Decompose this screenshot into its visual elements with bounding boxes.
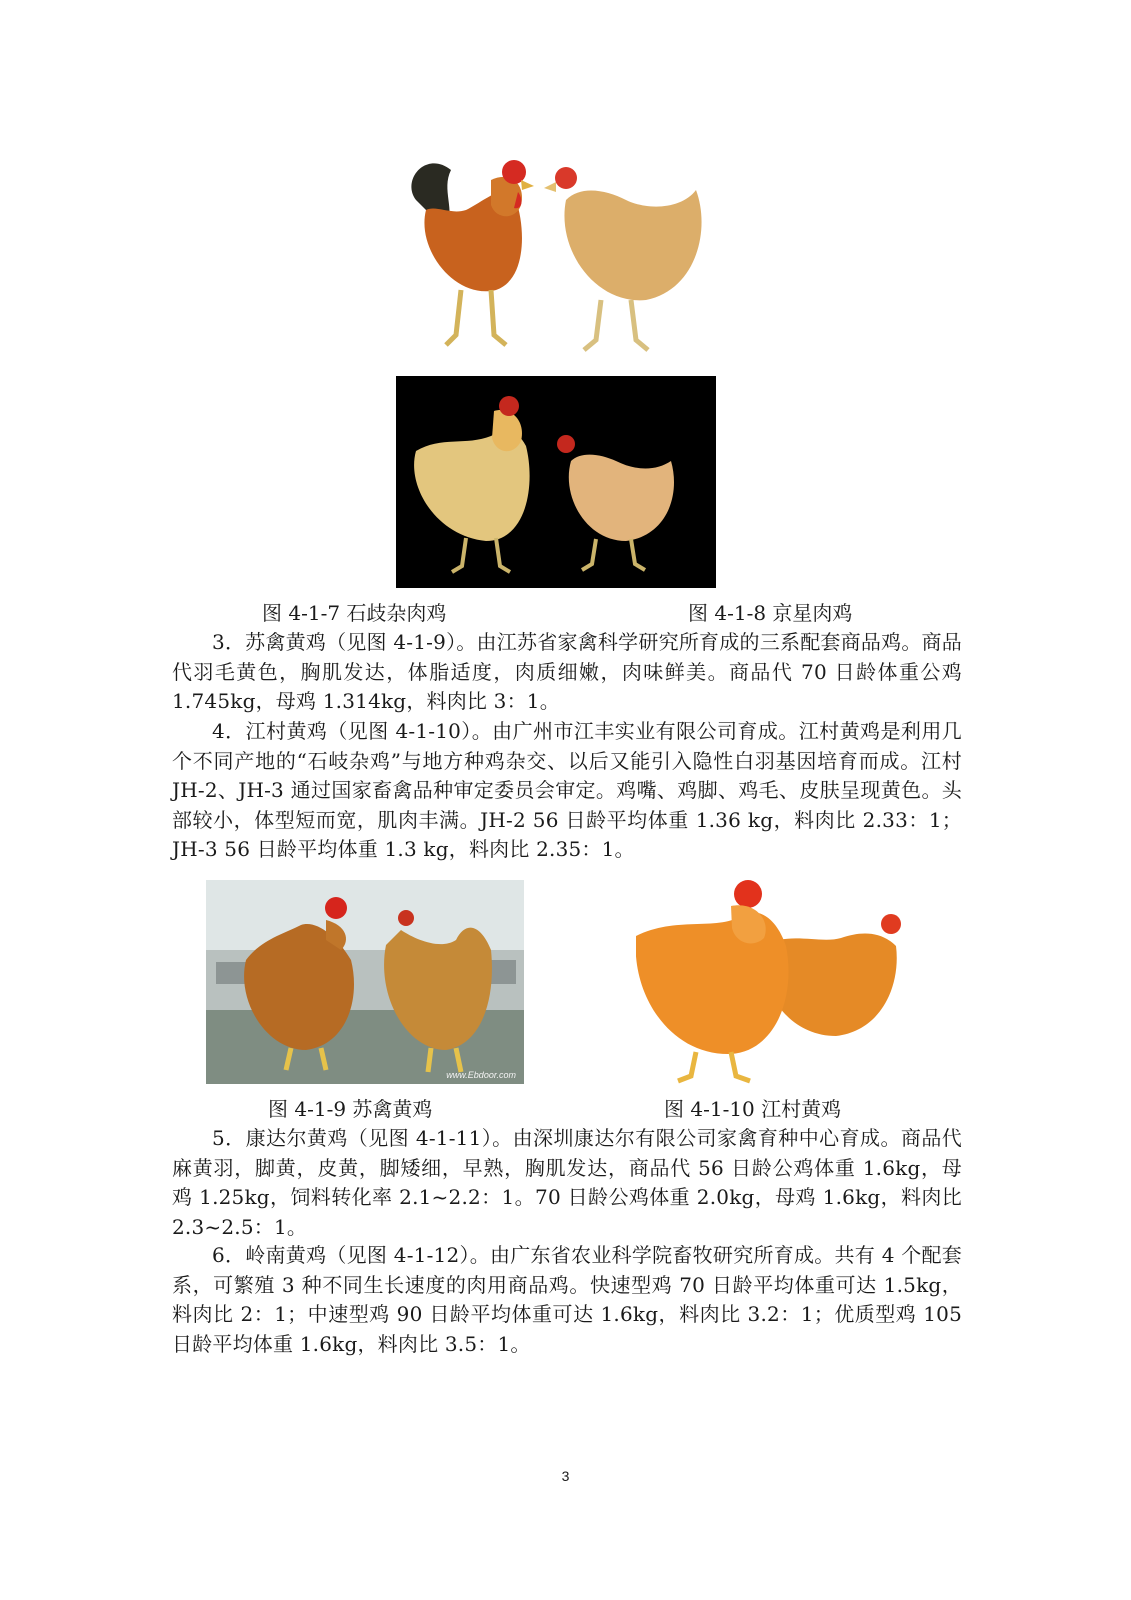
figure-4-1-9-photo: [206, 880, 524, 1084]
figure-4-1-7-photo: [396, 140, 716, 358]
paragraph-kangdaer-yellow-chicken: 5．康达尔黄鸡（见图 4-1-11）。由深圳康达尔有限公司家禽育种中心育成。商品代麻黄羽，脚黄，皮黄，脚矮细，早熟，胸肌发达，商品代 56 日龄公鸡体重 1.6kg，母鸡 1.25kg，饲料转化率 2.1~2.2：1。70 日龄公鸡体重 2.0kg，母鸡 1.6kg，料肉比 2.3~2.5：1。: [172, 1126, 962, 1239]
page-number: 3: [561, 1468, 570, 1484]
paragraph-jiangcun-yellow-chicken: 4．江村黄鸡（见图 4-1-10）。由广州市江丰实业有限公司育成。江村黄鸡是利用几个不同产地的“石岐杂鸡”与地方种鸡杂交、以后又能引入隐性白羽基因培育而成。江村 JH-2、JH-3 通过国家畜禽品种审定委员会审定。鸡嘴、鸡脚、鸡毛、皮肤呈现黄色。头部较小，体型短而宽，肌肉丰满。JH-2 56 日龄平均体重 1.36 kg，料肉比 2.33：1；JH-3 56 日龄平均体重 1.3 kg，料肉比 2.35：1。: [172, 719, 962, 862]
figure-4-1-8-caption: 图 4-1-8 京星肉鸡: [688, 601, 853, 625]
figure-4-1-9-caption: 图 4-1-9 苏禽黄鸡: [268, 1097, 433, 1121]
figure-4-1-7-caption: 图 4-1-7 石歧杂肉鸡: [262, 601, 447, 625]
paragraph-sinqin-yellow-chicken: 3．苏禽黄鸡（见图 4-1-9）。由江苏省家禽科学研究所育成的三系配套商品鸡。商品代羽毛黄色，胸肌发达，体脂适度，肉质细嫩，肉味鲜美。商品代 70 日龄体重公鸡 1.745kg，母鸡 1.314kg，料肉比 3：1。: [172, 630, 962, 714]
paragraph-lingnan-yellow-chicken: 6．岭南黄鸡（见图 4-1-12）。由广东省农业科学院畜牧研究所育成。共有 4 个配套系，可繁殖 3 种不同生长速度的肉用商品鸡。快速型鸡 70 日龄平均体重可达 1.5kg，料肉比 2：1；中速型鸡 90 日龄平均体重可达 1.6kg，料肉比 3.2：1；优质型鸡 105 日龄平均体重 1.6kg，料肉比 3.5：1。: [172, 1243, 962, 1356]
figure-4-1-9-watermark: www.Ebdoor.com: [446, 1070, 516, 1080]
figure-4-1-10-caption: 图 4-1-10 江村黄鸡: [664, 1097, 842, 1121]
figure-4-1-8-photo: [396, 376, 716, 588]
figure-4-1-10-photo: [636, 876, 918, 1084]
